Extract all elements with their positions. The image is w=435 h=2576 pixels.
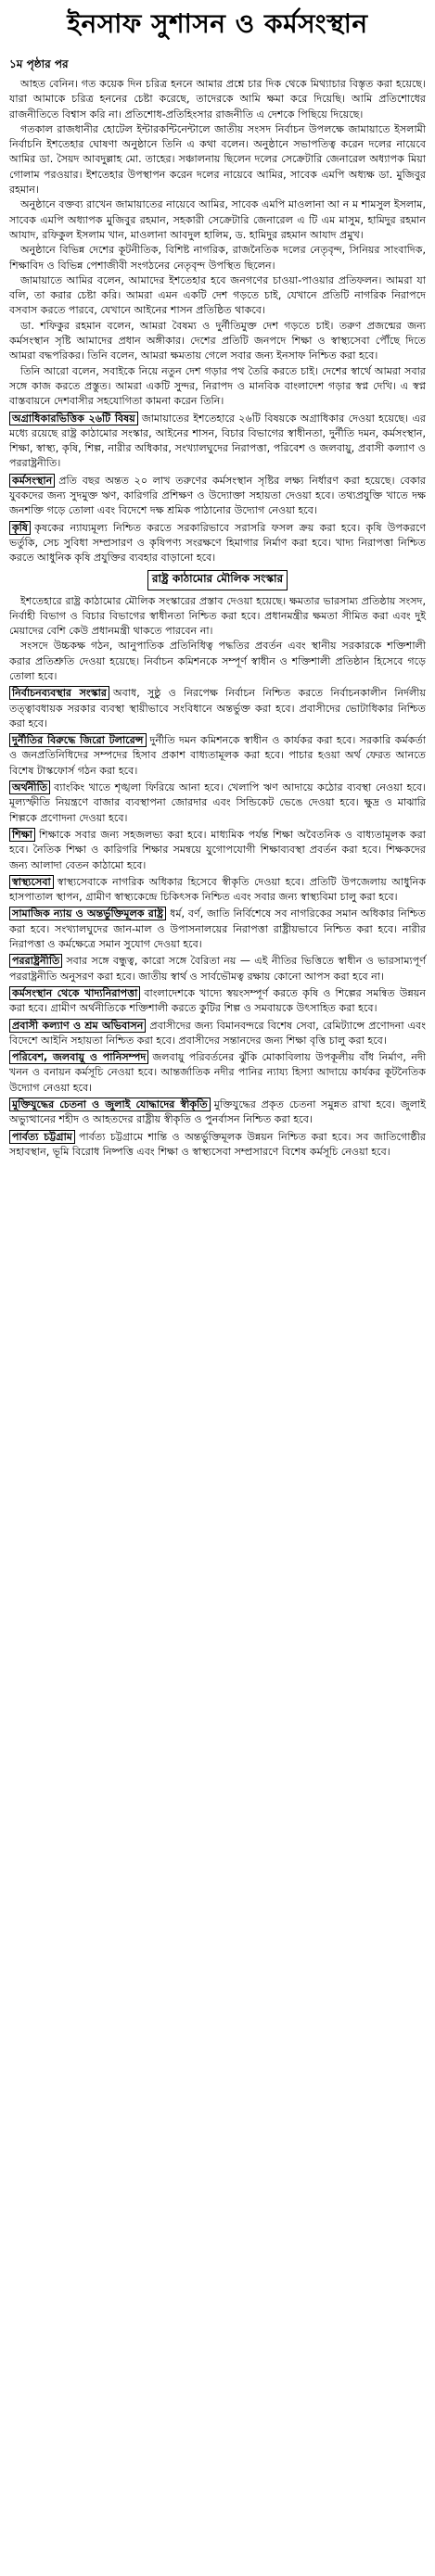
section-heading: নির্বাচনব্যবস্থার সংস্কার [9, 686, 109, 700]
section-heading: প্রবাসী কল্যাণ ও শ্রম অভিবাসন [9, 1019, 146, 1033]
section-heading: অর্থনীতি [9, 780, 50, 794]
section-heading: দুর্নীতির বিরুদ্ধে জিরো টলারেন্স [9, 733, 147, 747]
paragraph: জামায়াতে আমির বলেন, আমাদের ইশতেহার হবে জনগণের চাওয়া-পাওয়ার প্রতিফলন। আমরা যা বলি, তা করার চেষ্টা করি। আমরা এমন একটি দেশ গড়তে চাই, যেখানে প্রতিটি নাগরিক নিরাপদে বসবাস করতে পারবে, যেখানে আইনের শাসন প্রতিষ্ঠিত থাকবে। [9, 273, 426, 317]
section-text: কৃষকের ন্যায্যমূল্য নিশ্চিত করতে সরকারিভাবে সরাসরি ফসল ক্রয় করা হবে। কৃষি উপকরণে ভর্তুকি, সেচ সুবিধা সম্প্রসারণ ও কৃষিপণ্য সংরক্ষণে হিমাগার নির্মাণ করা হবে। খাদ্য নিরাপত্তা নিশ্চিত করতে আধুনিক কৃষি প্রযুক্তির ব্যবহার বাড়ানো হবে। [9, 521, 426, 565]
section-text: স্বাস্থ্যসেবাকে নাগরিক অধিকার হিসেবে স্বীকৃতি দেওয়া হবে। প্রতিটি উপজেলায় আধুনিক হাসপাতাল স্থাপন, গ্রামীণ স্বাস্থ্যকেন্দ্রে চিকিৎসক নিশ্চিত এবং সবার জন্য স্বাস্থ্যবিমা চালু করা হবে। [9, 875, 426, 904]
section-heading: স্বাস্থ্যসেবা [9, 875, 54, 889]
reform-body [9, 594, 426, 685]
section-text: বাংলাদেশকে খাদ্যে স্বয়ংসম্পূর্ণ করতে কৃষি ও শিল্পের সমন্বিত উন্নয়ন করা হবে। গ্রামীণ অর্থনীতিকে শক্তিশালী করতে কুটির শিল্প ও সমবায়কে উৎসাহিত করা হবে। [9, 986, 426, 1015]
section-text: জলবায়ু পরিবর্তনের ঝুঁকি মোকাবিলায় উপকূলীয় বাঁধ নির্মাণ, নদী খনন ও বনায়ন কর্মসূচি নেওয়া হবে। আন্তর্জাতিক নদীর পানির ন্যায্য হিস্যা আদায়ে কার্যকর কূটনৈতিক উদ্যোগ নেওয়া হবে। [9, 1051, 426, 1094]
section-heading: পরিবেশ, জলবায়ু ও পানিসম্পদ [9, 1050, 148, 1064]
article [9, 4, 426, 1160]
section-text: মুক্তিযুদ্ধের প্রকৃত চেতনা সমুন্নত রাখা হবে। জুলাই অভ্যুত্থানের শহীদ ও আহতদের রাষ্ট্রীয় স্বীকৃতি ও পুনর্বাসন নিশ্চিত করা হবে। [9, 1098, 426, 1126]
section-text: সবার সঙ্গে বন্ধুত্ব, কারো সঙ্গে বৈরিতা নয় — এই নীতির ভিত্তিতে স্বাধীন ও ভারসাম্যপূর্ণ পররাষ্ট্রনীতি অনুসরণ করা হবে। জাতীয় স্বার্থ ও সার্বভৌমত্ব রক্ষায় কোনো আপস করা হবে না। [9, 955, 426, 983]
section-heading: কর্মসংস্থান থেকে খাদ্যনিরাপত্তা [9, 986, 140, 1000]
section [9, 907, 426, 952]
sections-2 [9, 686, 426, 1160]
section-text: শিক্ষাকে সবার জন্য সহজলভ্য করা হবে। মাধ্যমিক পর্যন্ত শিক্ষা অবৈতনিক ও বাধ্যতামূলক করা হবে। নৈতিক শিক্ষা ও কারিগরি শিক্ষার সমন্বয়ে যুগোপযোগী শিক্ষাব্যবস্থা প্রবর্তন করা হবে। শিক্ষকদের জন্য আলাদা বেতন কাঠামো হবে। [9, 828, 426, 871]
section-text: প্রতি বছর অন্তত ২০ লাখ তরুণের কর্মসংস্থান সৃষ্টির লক্ষ্য নির্ধারণ করা হয়েছে। বেকার যুবকদের জন্য সুদমুক্ত ঋণ, কারিগরি প্রশিক্ষণ ও উদ্যোক্তা সহায়তা দেওয়া হবে। তথ্যপ্রযুক্তি খাতে দক্ষ জনশক্তি গড়ে তোলা এবং বিদেশে দক্ষ শ্রমিক পাঠানোর উদ্যোগ নেওয়া হবে। [9, 474, 426, 517]
section [9, 474, 426, 519]
section [9, 828, 426, 873]
section-text: জামায়াতের ইশতেহারে ২৬টি বিষয়কে অগ্রাধিকার দেওয়া হয়েছে। এর মধ্যে রয়েছে রাষ্ট্র কাঠামোর সংস্কার, আইনের শাসন, বিচার বিভাগের স্বাধীনতা, দুর্নীতি দমন, কর্মসংস্থান, শিক্ষা, স্বাস্থ্য, কৃষি, শিল্প, নারীর অধিকার, সংখ্যালঘুদের নিরাপত্তা, পরিবেশ ও জলবায়ু, প্রবাসী কল্যাণ ও পররাষ্ট্রনীতি। [9, 412, 426, 470]
section-heading: অগ্রাধিকারভিত্তিক ২৬টি বিষয় [9, 412, 138, 425]
section [9, 954, 426, 984]
section-text: পার্বত্য চট্টগ্রামে শান্তি ও অন্তর্ভুক্তিমূলক উন্নয়ন নিশ্চিত করা হবে। সব জাতিগোষ্ঠীর সহাবস্থান, ভূমি বিরোধ নিষ্পত্তি এবং শিক্ষা ও স্বাস্থ্যসেবা সম্প্রসারণে বিশেষ কর্মসূচি নেওয়া হবে। [9, 1130, 427, 1158]
section-heading: পার্বত্য চট্টগ্রাম [9, 1130, 75, 1144]
section [9, 1098, 426, 1128]
section-text: অবাধ, সুষ্ঠু ও নিরপেক্ষ নির্বাচন নিশ্চিত করতে নির্বাচনকালীন নির্দলীয় তত্ত্বাবধায়ক সরকার ব্যবস্থা স্থায়ীভাবে সংবিধানে অন্তর্ভুক্ত করা হবে। প্রবাসীদের ভোটাধিকার নিশ্চিত করা হবে। [9, 687, 426, 730]
subheading-label: রাষ্ট্র কাঠামোর মৌলিক সংস্কার [147, 570, 288, 590]
paragraph: গতকাল রাজধানীর হোটেল ইন্টারকন্টিনেন্টালে জাতীয় সংসদ নির্বাচন উপলক্ষে জামায়াতে ইসলামী নির্বাচনি ইশতেহার ঘোষণা অনুষ্ঠানে তিনি এ কথা বলেন। অনুষ্ঠানে সভাপতিত্ব করেন দলের নায়েবে আমির ডা. সৈয়দ আবদুল্লাহ মো. তাহের। সঞ্চালনায় ছিলেন দলের সেক্রেটারি জেনারেল অধ্যাপক মিয়া গোলাম পরওয়ার। ইশতেহার উপস্থাপন করেন দলের নায়েবে আমির, সাবেক এমপি অধ্যক্ষ ডা. মুজিবুর রহমান। [9, 122, 426, 197]
intro-body [9, 77, 426, 410]
paragraph: তিনি আরো বলেন, সবাইকে নিয়ে নতুন দেশ গড়ার পথ তৈরি করতে চাই। দেশের স্বার্থে আমরা সবার সঙ্গে কাজ করতে প্রস্তুত। আমরা একটি সুন্দর, নিরাপদ ও মানবিক বাংলাদেশ গড়ার স্বপ্ন দেখি। এ স্বপ্ন বাস্তবায়নে দেশবাসীর সহযোগিতা কামনা করেন তিনি। [9, 364, 426, 408]
paragraph: ডা. শফিকুর রহমান বলেন, আমরা বৈষম্য ও দুর্নীতিমুক্ত দেশ গড়তে চাই। তরুণ প্রজন্মের জন্য কর্মসংস্থান সৃষ্টি আমাদের প্রধান অঙ্গীকার। দেশের প্রতিটি জনপদে শিক্ষা ও স্বাস্থ্যসেবা পৌঁছে দিতে আমরা বদ্ধপরিকর। তিনি বলেন, আমরা ক্ষমতায় গেলে সবার জন্য ইনসাফ নিশ্চিত করা হবে। [9, 319, 426, 362]
continued-label: ১ম পৃষ্ঠার পর [9, 57, 69, 70]
section [9, 412, 426, 472]
section [9, 986, 426, 1017]
section [9, 1130, 426, 1161]
section-text: প্রবাসীদের জন্য বিমানবন্দরে বিশেষ সেবা, রেমিট্যান্সে প্রণোদনা এবং বিদেশে আইনি সহায়তা নিশ্চিত করা হবে। প্রবাসীদের সন্তানদের জন্য শিক্ষা বৃত্তি চালু করা হবে। [9, 1019, 426, 1047]
paragraph: সংসদে উচ্চকক্ষ গঠন, আনুপাতিক প্রতিনিধিত্ব পদ্ধতির প্রবর্তন এবং স্থানীয় সরকারকে শক্তিশালী করার প্রতিশ্রুতি দেওয়া হয়েছে। নির্বাচন কমিশনকে সম্পূর্ণ স্বাধীন ও শক্তিশালী প্রতিষ্ঠান হিসেবে গড়ে তোলা হবে। [9, 640, 426, 682]
paragraph: ইশতেহারে রাষ্ট্র কাঠামোর মৌলিক সংস্কারের প্রস্তাব দেওয়া হয়েছে। ক্ষমতার ভারসাম্য প্রতিষ্ঠায় সংসদ, নির্বাহী বিভাগ ও বিচার বিভাগের স্বাধীনতা নিশ্চিত করা হবে। প্রধানমন্ত্রীর ক্ষমতা সীমিত করা এবং দুই মেয়াদের বেশি কেউ প্রধানমন্ত্রী থাকতে পারবেন না। [9, 594, 426, 638]
section [9, 733, 426, 779]
section-heading: সামাজিক ন্যায় ও অন্তর্ভুক্তিমূলক রাষ্ট্র [9, 907, 166, 920]
section [9, 1019, 426, 1049]
paragraph: অনুষ্ঠানে বক্তব্য রাখেন জামায়াতের নায়েবে আমির, সাবেক এমপি মাওলানা আ ন ম শামসুল ইসলাম, সাবেক এমপি অধ্যাপক মুজিবুর রহমান, সহকারী সেক্রেটারি জেনারেল এ টি এম মাসুম, হামিদুর রহমান আযাদ, রফিকুল ইসলাম খান, মাওলানা আবদুল হালিম, ড. হামিদুর রহমান আযাদ প্রমুখ। [9, 198, 426, 241]
headline: ইনসাফ সুশাসন ও কর্মসংস্থান [67, 8, 368, 39]
section-heading: মুক্তিযুদ্ধের চেতনা ও জুলাই যোদ্ধাদের স্বীকৃতি [9, 1098, 211, 1111]
paragraph: আহত বেনিন। গত কয়েক দিন চরিত্র হননে আমার প্রশ্নে চার দিক থেকে মিথ্যাচার বিস্তৃত করা হয়েছে। যারা আমাকে চরিত্র হননের চেষ্টা করেছে, তাদেরকে আমি ক্ষমা করে দিয়েছি। আমি প্রতিশোধের রাজনীতিতে বিশ্বাস করি না। প্রতিশোধ-প্রতিহিংসার রাজনীতি এ দেশকে পিছিয়ে দিয়েছে। [9, 78, 426, 121]
section-text: ব্যাংকিং খাতে শৃঙ্খলা ফিরিয়ে আনা হবে। খেলাপি ঋণ আদায়ে কঠোর ব্যবস্থা নেওয়া হবে। মূল্যস্ফীতি নিয়ন্ত্রণে বাজার ব্যবস্থাপনা জোরদার এবং সিন্ডিকেট ভেঙে দেওয়া হবে। ক্ষুদ্র ও মাঝারি শিল্পকে প্রণোদনা দেওয়া হবে। [9, 781, 426, 824]
section [9, 875, 426, 906]
section-heading: শিক্ষা [9, 828, 35, 842]
section-text: ধর্ম, বর্ণ, জাতি নির্বিশেষে সব নাগরিকের সমান অধিকার নিশ্চিত করা হবে। সংখ্যালঘুদের জান-মাল ও উপাসনালয়ের নিরাপত্তা রাষ্ট্রীয়ভাবে নিশ্চিত করা হবে। নারীর নিরাপত্তা ও কর্মক্ষেত্রে সমান সুযোগ দেওয়া হবে। [9, 907, 426, 951]
section [9, 780, 426, 826]
section-heading: কৃষি [9, 521, 31, 535]
subheading [9, 570, 426, 590]
sections-1 [9, 412, 426, 566]
section-heading: কর্মসংস্থান [9, 474, 55, 488]
section-text: দুর্নীতি দমন কমিশনকে স্বাধীন ও কার্যকর করা হবে। সরকারি কর্মকর্তা ও জনপ্রতিনিধিদের সম্পদের হিসাব প্রকাশ বাধ্যতামূলক করা হবে। পাচার হওয়া অর্থ ফেরত আনতে বিশেষ টাস্কফোর্স গঠন করা হবে। [9, 734, 426, 777]
section [9, 1050, 426, 1096]
section-heading: পররাষ্ট্রনীতি [9, 954, 62, 968]
paragraph: অনুষ্ঠানে বিভিন্ন দেশের কূটনীতিক, বিশিষ্ট নাগরিক, রাজনৈতিক দলের নেতৃবৃন্দ, সিনিয়র সাংবাদিক, শিক্ষাবিদ ও বিভিন্ন পেশাজীবী সংগঠনের নেতৃবৃন্দ উপস্থিত ছিলেন। [9, 244, 426, 272]
section [9, 686, 426, 731]
section [9, 521, 426, 566]
